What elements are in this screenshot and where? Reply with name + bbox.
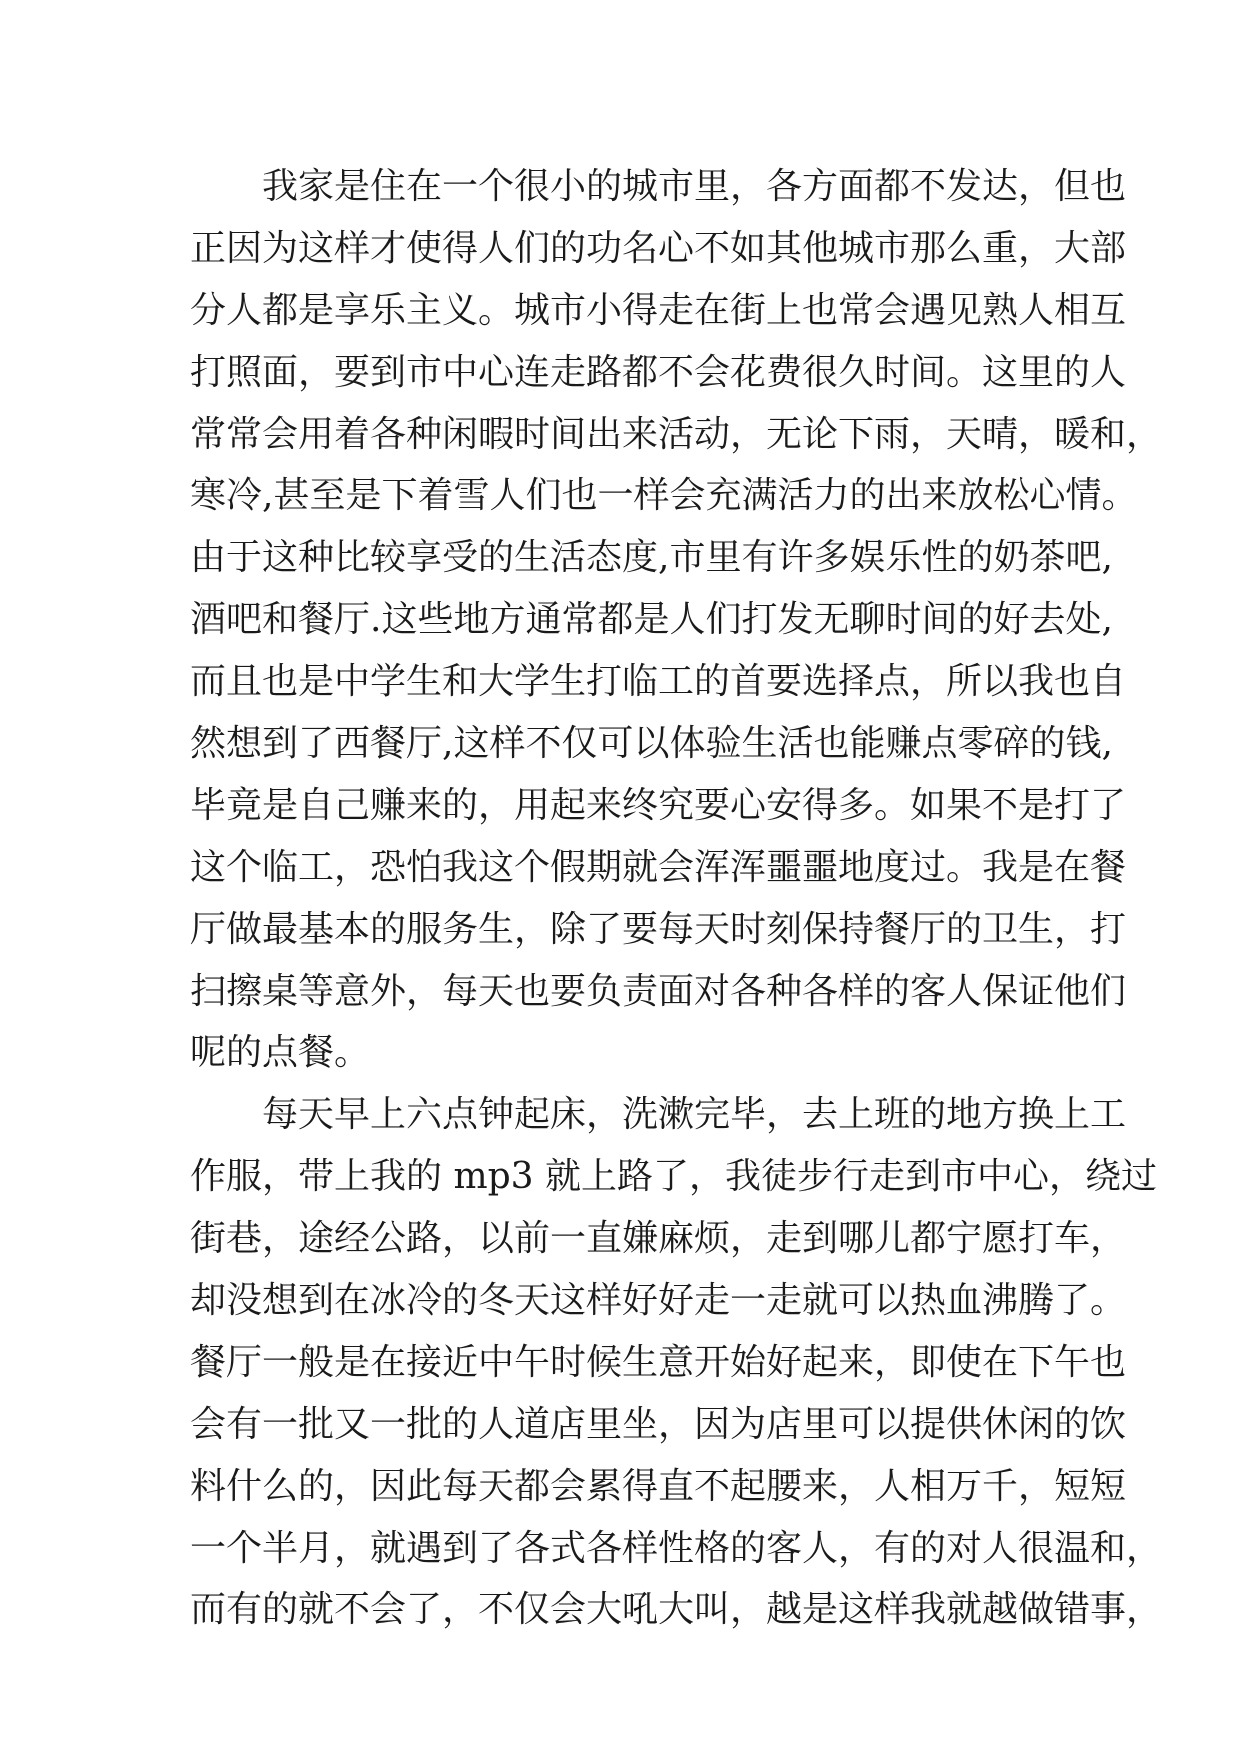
text-line: 酒吧和餐厅.这些地方通常都是人们打发无聊时间的好去处, — [190, 599, 1113, 641]
text-line: 然想到了西餐厅,这样不仅可以体验生活也能赚点零碎的钱, — [190, 723, 1113, 765]
text-line: 由于这种比较享受的生活态度,市里有许多娱乐性的奶茶吧, — [190, 537, 1113, 579]
text-line: 打照面，要到市中心连走路都不会花费很久时间。这里的人 — [190, 351, 1127, 393]
text-line: 扫擦桌等意外，每天也要负责面对各种各样的客人保证他们 — [190, 970, 1127, 1012]
text-line: 作服，带上我的 mp3 就上路了，我徒步行走到市中心，绕过 — [190, 1156, 1157, 1198]
text-line: 餐厅一般是在接近中午时候生意开始好起来，即使在下午也 — [190, 1341, 1127, 1383]
text-line: 毕竟是自己赚来的，用起来终究要心安得多。如果不是打了 — [190, 784, 1127, 826]
paragraph-2 — [190, 1084, 1163, 1641]
text-line: 分人都是享乐主义。城市小得走在街上也常会遇见熟人相互 — [190, 289, 1127, 331]
text-line: 每天早上六点钟起床，洗漱完毕，去上班的地方换上工 — [262, 1094, 1127, 1136]
text-line: 正因为这样才使得人们的功名心不如其他城市那么重，大部 — [190, 227, 1127, 269]
text-line: 料什么的，因此每天都会累得直不起腰来，人相万千，短短 — [190, 1465, 1127, 1507]
text-line: 寒冷,甚至是下着雪人们也一样会充满活力的出来放松心情。 — [190, 475, 1138, 517]
text-line: 而且也是中学生和大学生打临工的首要选择点，所以我也自 — [190, 661, 1127, 703]
text-line: 呢的点餐。 — [190, 1032, 371, 1074]
text-line: 我家是住在一个很小的城市里，各方面都不发达，但也 — [262, 166, 1127, 207]
text-line: 会有一批又一批的人道店里坐，因为店里可以提供休闲的饮 — [190, 1403, 1127, 1445]
text-line: 常常会用着各种闲暇时间出来活动，无论下雨，天晴，暖和， — [190, 413, 1163, 455]
text-line: 街巷，途经公路，以前一直嫌麻烦，走到哪儿都宁愿打车， — [190, 1218, 1127, 1260]
text-line: 而有的就不会了，不仅会大吼大叫，越是这样我就越做错事， — [190, 1589, 1163, 1631]
text-line: 一个半月，就遇到了各式各样性格的客人，有的对人很温和， — [190, 1527, 1163, 1569]
paragraph-1 — [190, 156, 1163, 1084]
body-text — [190, 156, 1163, 1641]
text-line: 这个临工，恐怕我这个假期就会浑浑噩噩地度过。我是在餐 — [190, 846, 1127, 888]
text-line: 却没想到在冰冷的冬天这样好好走一走就可以热血沸腾了。 — [190, 1280, 1127, 1322]
text-line: 厅做最基本的服务生，除了要每天时刻保持餐厅的卫生，打 — [190, 908, 1127, 950]
